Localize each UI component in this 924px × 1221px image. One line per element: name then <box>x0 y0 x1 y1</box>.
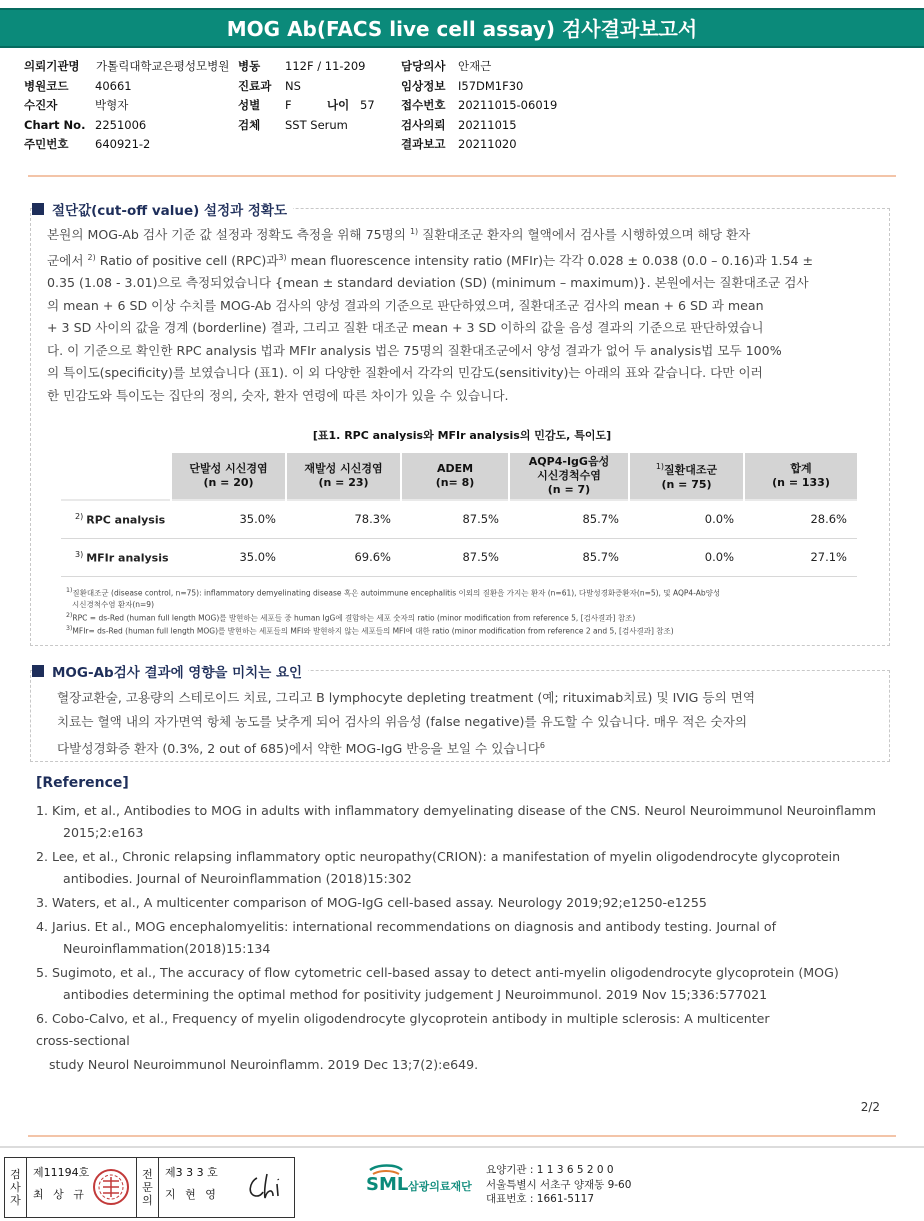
value-ward: 112F / 11-209 <box>285 59 366 73</box>
footnote: $^{3)}$MFIr= ds-Red (human full length MOG)를 발현하는 세포들의 MFI와 발현하지 않는 세포들의 MFI에 대한 ratio (minor modification from reference 2 and 5, [검사결과] 참조) <box>66 625 674 636</box>
table-cell: 35.0% <box>171 538 286 576</box>
label-resident-no: 주민번호 <box>24 137 69 152</box>
table-cell: 35.0% <box>171 500 286 538</box>
para-line: 의 mean + 6 SD 이상 수치를 MOG-Ab 검사의 양성 결과의 기준으로 판단하였으며, 질환대조군 검사의 mean + 6 SD 과 mean <box>47 297 764 313</box>
reference-item: 4. Jarius. Et al., MOG encephalomyelitis: international recommendations on diagnosis and antibody testing. Journal of Neuroinflammation(2018)15:134 <box>36 919 777 956</box>
para-line: 군에서 $^{2)}$ Ratio of positive cell (RPC)과$^{3)}$ mean fluorescence intensity ratio (MFIr)는 각각 0.028 ± 0.038 (0.0 – 0.16)과 1.54 ± <box>47 252 814 268</box>
label-ward: 병동 <box>238 59 261 73</box>
label-sex: 성별 <box>238 98 261 113</box>
lab-contact-info <box>486 1163 631 1207</box>
para-line: 의 특이도(specificity)를 보였습니다 (표1). 이 외 다양한 질환에서 각각의 민감도(sensitivity)는 아래의 표와 같습니다. 다만 이러 <box>47 365 763 381</box>
label-department: 진료과 <box>238 78 272 93</box>
handwritten-signature-icon <box>243 1170 291 1204</box>
table-cell: 85.7% <box>509 500 629 538</box>
reference-item: 1. Kim, et al., Antibodies to MOG in adults with inflammatory demyelinating disease of the CNS. Neurol Neuroimmunol Neuroinflamm 2015;2:e163 <box>36 803 877 840</box>
lab-address: 서울특별시 서초구 양재동 9-60 <box>486 1178 632 1191</box>
lab-institution-code: 요양기관 : 1 1 3 6 5 2 0 0 <box>486 1164 614 1176</box>
signature-block <box>4 1157 295 1218</box>
footer-rule <box>0 1146 924 1148</box>
label-clinical-info: 임상정보 <box>401 78 446 93</box>
value-age: 57 <box>360 98 375 113</box>
header-disease-control: $^{1)}$질환대조군 (n = 75) <box>629 453 744 500</box>
label-age: 나이 <box>327 98 350 113</box>
specialist-license: 제3 3 3 호 <box>165 1166 218 1179</box>
value-resident-no: 640921-2 <box>95 137 151 152</box>
value-sex: F <box>285 98 292 113</box>
para-line: 본원의 MOG-Ab 검사 기준 값 설정과 정확도 측정을 위해 75명의 $^{1)}$ 질환대조군 환자의 혈액에서 검사를 시행하였으며 해당 환자 <box>47 227 751 243</box>
para-line: 0.35 (1.08 - 3.01)으로 측정되었습니다 {mean ± standard deviation (SD) (minimum – maximum)}. 본원에서는 질환대조군 검사 <box>47 275 809 291</box>
row-label-mfir: $^{3)}$ MFIr analysis <box>61 538 171 576</box>
para-line: 치료는 혈액 내의 자가면역 항체 농도를 낮추게 되어 검사의 위음성 (false negative)를 유도할 수 있습니다. 매우 적은 숫자의 <box>57 714 748 729</box>
value-hospital-code: 40661 <box>95 78 132 93</box>
table-caption: [표1. RPC analysis와 MFIr analysis의 민감도, 특이도] <box>312 429 612 442</box>
label-report-date: 결과보고 <box>401 137 446 152</box>
header-corner <box>61 453 171 500</box>
section1-heading <box>32 199 293 219</box>
patient-info-col1 <box>24 57 234 155</box>
label-request-date: 검사의뢰 <box>401 117 446 132</box>
table-cell: 85.7% <box>509 538 629 576</box>
label-patient-name: 수진자 <box>24 98 58 113</box>
header-recurrent-optic-neuritis: 재발성 시신경염 (n = 23) <box>286 453 401 500</box>
reference-title: [Reference] <box>36 775 129 791</box>
table-header-row <box>61 453 857 500</box>
patient-info-col2 <box>238 57 388 135</box>
footer-divider <box>28 1135 896 1137</box>
value-department: NS <box>285 78 301 93</box>
lab-name: 삼광의료재단 <box>408 1180 472 1193</box>
examiner-name: 최 상 규 <box>33 1188 87 1201</box>
table-cell: 27.1% <box>744 538 857 576</box>
table-cell: 87.5% <box>401 538 509 576</box>
square-bullet-icon <box>32 203 44 215</box>
square-bullet-icon <box>32 665 44 677</box>
value-report-date: 20211020 <box>458 137 517 152</box>
header-aqp4-negative-nmo: AQP4-IgG음성 시신경척수염 (n = 7) <box>509 453 629 500</box>
footnote: $^{2)}$RPC = ds-Red (human full length MOG)를 발현하는 세포들 중 human IgG에 결합하는 세포 숫자의 ratio (minor modification from reference 5, [검사결과] 참조) <box>66 611 636 622</box>
footnote: $^{1)}$질환대조군 (disease control, n=75): inflammatory demyelinating disease 혹은 autoimmune encephalitis 이외의 질환을 가지는 환자 (n=61), 다발성경화증환자(n=5), 및 AQP4-Ab양성 <box>66 587 721 598</box>
table-row <box>61 538 857 576</box>
label-doctor: 담당의사 <box>401 59 446 73</box>
value-institution: 가톨릭대학교은평성모병원 <box>96 59 230 73</box>
table-row <box>61 500 857 538</box>
para-line: 다. 이 기준으로 확인한 RPC analysis 법과 MFIr analysis 법은 75명의 질환대조군에서 양성 결과가 없어 두 analysis법 모두 100% <box>47 342 782 358</box>
patient-info-col3 <box>401 57 601 155</box>
section1-paragraph <box>47 221 877 407</box>
reference-list <box>36 800 886 1076</box>
row-label-rpc: $^{2)}$ RPC analysis <box>61 500 171 538</box>
label-institution: 의뢰기관명 <box>24 59 80 73</box>
value-request-date: 20211015 <box>458 117 517 132</box>
table-cell: 87.5% <box>401 500 509 538</box>
value-specimen: SST Serum <box>285 117 348 132</box>
lab-logo-text: SML <box>366 1174 409 1195</box>
value-receipt-no: 20211015-06019 <box>458 98 558 113</box>
value-doctor: 안재근 <box>458 59 492 73</box>
section1-title: 절단값(cut-off value) 설정과 정확도 <box>52 203 287 219</box>
para-line: 한 민감도와 특이도는 집단의 정의, 숫자, 환자 연령에 따른 차이가 있을 수 있습니다. <box>47 387 509 403</box>
footnote: 시신경척수염 환자(n=9) <box>72 599 155 609</box>
specialist-name: 지 현 영 <box>165 1188 219 1201</box>
value-chart-no: 2251006 <box>95 117 147 132</box>
seal-stamp-icon <box>91 1167 131 1207</box>
reference-item: 5. Sugimoto, et al., The accuracy of flow cytometric cell-based assay to detect anti-myelin oligodendrocyte glycoprotein (MOG) antibodies determining the optimal method for positivity judgement J Neuroimmunol. 2019 Nov 15;336:577021 <box>36 965 839 1002</box>
para-line: 혈장교환술, 고용량의 스테로이드 치료, 그리고 B lymphocyte depleting treatment (예; rituximab치료) 및 IVIG 등의 면역 <box>57 690 756 705</box>
table-footnotes <box>66 585 866 637</box>
specialist-label: 전 문 의 <box>137 1158 159 1217</box>
header-total: 합계 (n = 133) <box>744 453 857 500</box>
header-divider <box>28 175 896 177</box>
lab-logo <box>366 1163 480 1201</box>
label-hospital-code: 병원코드 <box>24 78 69 93</box>
page-number: 2/2 <box>860 1100 880 1114</box>
header-adem: ADEM (n= 8) <box>401 453 509 500</box>
para-line: 다발성경화증 환자 (0.3%, 2 out of 685)에서 약한 MOG-IgG 반응을 보일 수 있습니다$^6$ <box>57 741 545 757</box>
section2-heading <box>32 661 308 681</box>
label-chart-no: Chart No. <box>24 117 86 132</box>
report-title: MOG Ab(FACS live cell assay) 검사결과보고서 <box>0 8 924 48</box>
value-clinical-info: I57DM1F30 <box>458 78 524 93</box>
lab-phone: 대표번호 : 1661-5117 <box>486 1193 595 1205</box>
table-cell: 78.3% <box>286 500 401 538</box>
para-line: + 3 SD 사이의 값을 경계 (borderline) 결과, 그리고 질환 대조군 mean + 3 SD 이하의 값을 음성 결과의 기준으로 판단하였습니 <box>47 320 764 336</box>
table-cell: 28.6% <box>744 500 857 538</box>
examiner-license: 제11194호 <box>33 1166 90 1179</box>
examiner-label: 검 사 자 <box>5 1158 27 1217</box>
sensitivity-table <box>61 453 857 577</box>
specialist-cell <box>159 1158 294 1217</box>
header-mono-optic-neuritis: 단발성 시신경염 (n = 20) <box>171 453 286 500</box>
section2-paragraph <box>57 686 877 761</box>
section2-title: MOG-Ab검사 결과에 영향을 미치는 요인 <box>52 665 303 681</box>
label-receipt-no: 접수번호 <box>401 98 446 113</box>
reference-item: 2. Lee, et al., Chronic relapsing inflammatory optic neuropathy(CRION): a manifestation of myelin oligodendrocyte glycoprotein antibodies. Journal of Neuroinflammation (2018)15:302 <box>36 849 841 886</box>
examiner-cell <box>27 1158 137 1217</box>
label-specimen: 검체 <box>238 117 261 132</box>
table-cell: 0.0% <box>629 538 744 576</box>
reference-item: 3. Waters, et al., A multicenter comparison of MOG-IgG cell-based assay. Neurology 2019;92;e1250-e1255 <box>36 895 707 910</box>
table-cell: 0.0% <box>629 500 744 538</box>
table-cell: 69.6% <box>286 538 401 576</box>
value-patient-name: 박형자 <box>95 98 129 113</box>
reference-item-6: 6. Cobo-Calvo, et al., Frequency of myelin oligodendrocyte glycoprotein antibody in multiple sclerosis: A multicenter cross-sectional study Neurol Neuroimmunol Neuroinflamm. 2019 Dec 13;7(2):e649. <box>36 1011 770 1072</box>
